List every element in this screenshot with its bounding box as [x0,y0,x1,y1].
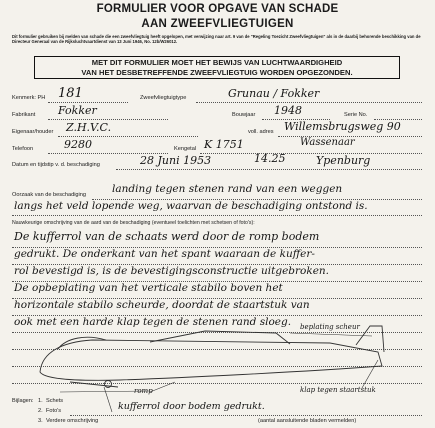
label-fabrikant: Fabrikant [12,112,36,118]
value-kufferrol: kufferrol door bodem gedrukt. [118,401,265,412]
value-desc-3: rol bevestigd is, is de bevestigingsconstructie uitgebroken. [14,265,330,277]
label-nauwkeurig: Nauwkeurige omschrijving van de aard van de beschadiging (eventueel toelichten met schetsen of foto's): [12,220,255,226]
value-kengetal: K 1751 [204,138,244,151]
form-instruction: Dit formulier gebruiken bij melden van schade die een zweefvliegtuig heeft opgelopen, met verwijzing naar art. 9 van de "Regeling Toezicht Zweefvliegtuigen" als in de daarbij behorende beschikking van de Directeur Generaal van de Rijksluchtvaartdienst van 13 Juni 1946, No. 12b/W26012. [12,34,421,44]
label-serie: Serie No. [344,112,368,118]
value-fabrikant: Fokker [58,104,97,117]
value-tijd: 14.25 [254,152,286,165]
value-eigenaar: Z.H.V.C. [66,121,112,134]
label-eigenaar: Eigenaar/houder [12,129,54,135]
label-item-2: 2. [38,408,43,414]
label-type: Zweefvliegtuigtype [140,95,187,101]
label-adres: voll. adres [248,129,274,135]
value-telefoon: 9280 [64,138,92,151]
label-item-1: 1. [38,398,43,404]
sketch-label-klap: klap tegen staartstuk [300,386,376,394]
value-desc-6: ook met een harde klap tegen de stenen rand sloeg. [14,316,292,328]
notice-line-1: MET DIT FORMULIER MOET HET BEWIJS VAN LUCHTWAARDIGHEID [91,58,343,67]
label-telefoon: Telefoon [12,146,34,152]
label-kenmerk: Kenmerk: PH [12,95,46,101]
value-bouwjaar: 1948 [274,104,302,117]
label-bouwjaar: Bouwjaar [232,112,256,118]
label-kengetal: Kengetal [174,146,197,152]
label-schets: Schets [46,398,64,404]
value-oorzaak-2: langs het veld lopende weg, waarvan de beschadiging ontstond is. [14,200,368,212]
value-oorzaak-1: landing tegen stenen rand van een weggen [112,183,343,195]
value-desc-4: De opbeplating van het verticale stabilo boven het [14,282,283,294]
label-verdere-omschrijving: Verdere omschrijving [46,418,99,424]
form-title-line-1: FORMULIER VOOR OPGAVE VAN SCHADE [96,3,339,15]
value-desc-1: De kufferrol van de schaats werd door de romp bodem [14,230,320,243]
value-woonplaats: Wassenaar [300,137,355,148]
value-type: Grunau / Fokker [228,87,320,100]
value-datum: 28 Juni 1953 [140,154,212,167]
value-kenmerk: 181 [58,86,83,101]
value-desc-2: gedrukt. De onderkant van het spant waaraan de kuffer- [14,248,315,260]
sketch-label-beplating: beplating scheur [300,323,360,331]
value-adres: Willemsbrugsweg 90 [284,120,401,133]
sketch-label-romp: romp [134,387,153,395]
value-desc-5: horizontale stabilo scheurde, doordat de staartstuk van [14,299,310,311]
label-fotos: Foto's [46,408,62,414]
dotted-line [70,415,422,416]
label-aantal-bladen: (aantal aansluitende bladen vermelden) [258,418,357,424]
label-item-3: 3. [38,418,43,424]
form-title-line-2: AAN ZWEEFVLIEGTUIGEN [141,18,294,30]
label-datum: Datum en tijdstip v. d. beschadiging [12,162,100,168]
notice-line-2: VAN HET DESBETREFFENDE ZWEEFVLIEGTUIG WORDEN OPGEZONDEN. [81,68,353,77]
value-plaats: Ypenburg [316,154,371,167]
label-oorzaak: Oorzaak van de beschadiging [12,192,87,198]
label-bijlagen: Bijlagen: [12,398,34,404]
